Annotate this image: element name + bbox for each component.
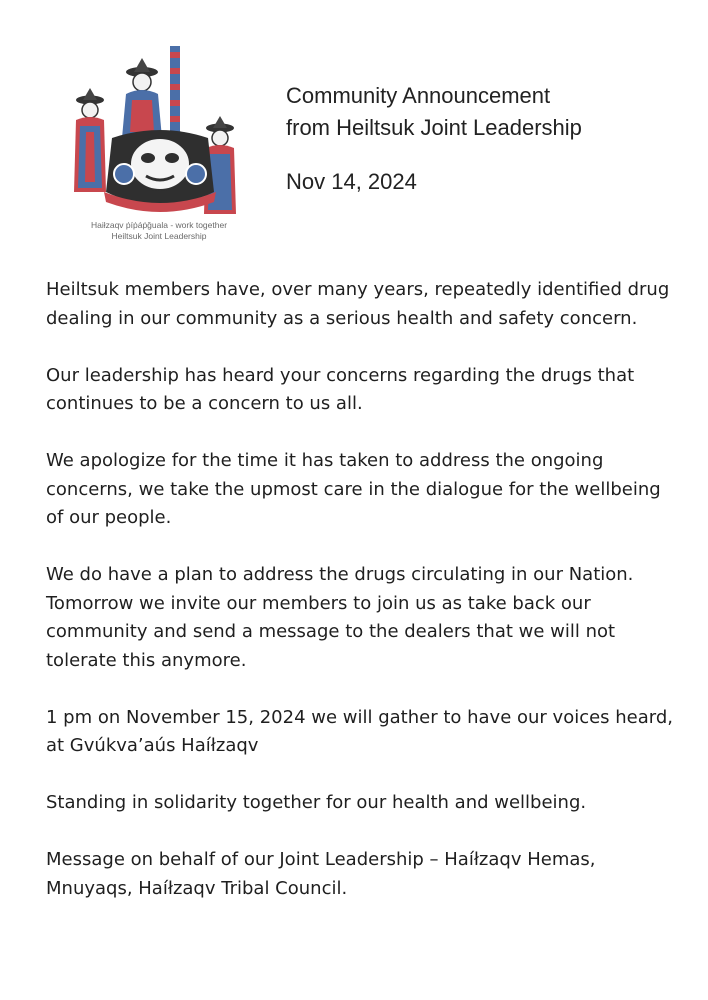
paragraph: 1 pm on November 15, 2024 we will gather to have our voices heard, at Gvúkva’aús Haíłzaqv — [46, 706, 674, 756]
announcement-header — [286, 80, 582, 198]
title-line-1: Community Announcement — [286, 83, 551, 108]
title-line-2: from Heiltsuk Joint Leadership — [286, 115, 582, 140]
paragraph: Our leadership has heard your concerns regarding the drugs that continues to be a concern to us all. — [46, 364, 635, 414]
logo-caption-line-2: Heiltsuk Joint Leadership — [111, 231, 207, 241]
paragraph: Standing in solidarity together for our health and wellbeing. — [46, 792, 587, 813]
announcement-date: Nov 14, 2024 — [286, 169, 417, 194]
logo-caption — [64, 220, 254, 242]
announcement-body — [46, 276, 676, 903]
logo-caption-line-1: Haiłzaqv ṗíṗáṗǧuala - work together — [90, 220, 228, 230]
paragraph: Heiltsuk members have, over many years, repeatedly identified drug dealing in our community as a serious health and safety concern. — [46, 279, 670, 329]
paragraph: We apologize for the time it has taken to address the ongoing concerns, we take the upmost care in the dialogue for the wellbeing of our people. — [46, 450, 661, 528]
paragraph: We do have a plan to address the drugs circulating in our Nation. Tomorrow we invite our members to join us as take back our community and send a message to the dealers that we will not tolerate this anymore. — [46, 564, 634, 671]
paragraph: Message on behalf of our Joint Leadership – Haíłzaqv Hemas, Mnuyaqs, Haíłzaqv Tribal Council. — [46, 849, 596, 899]
heiltsuk-crest-icon — [64, 42, 254, 218]
heiltsuk-logo — [64, 42, 254, 252]
